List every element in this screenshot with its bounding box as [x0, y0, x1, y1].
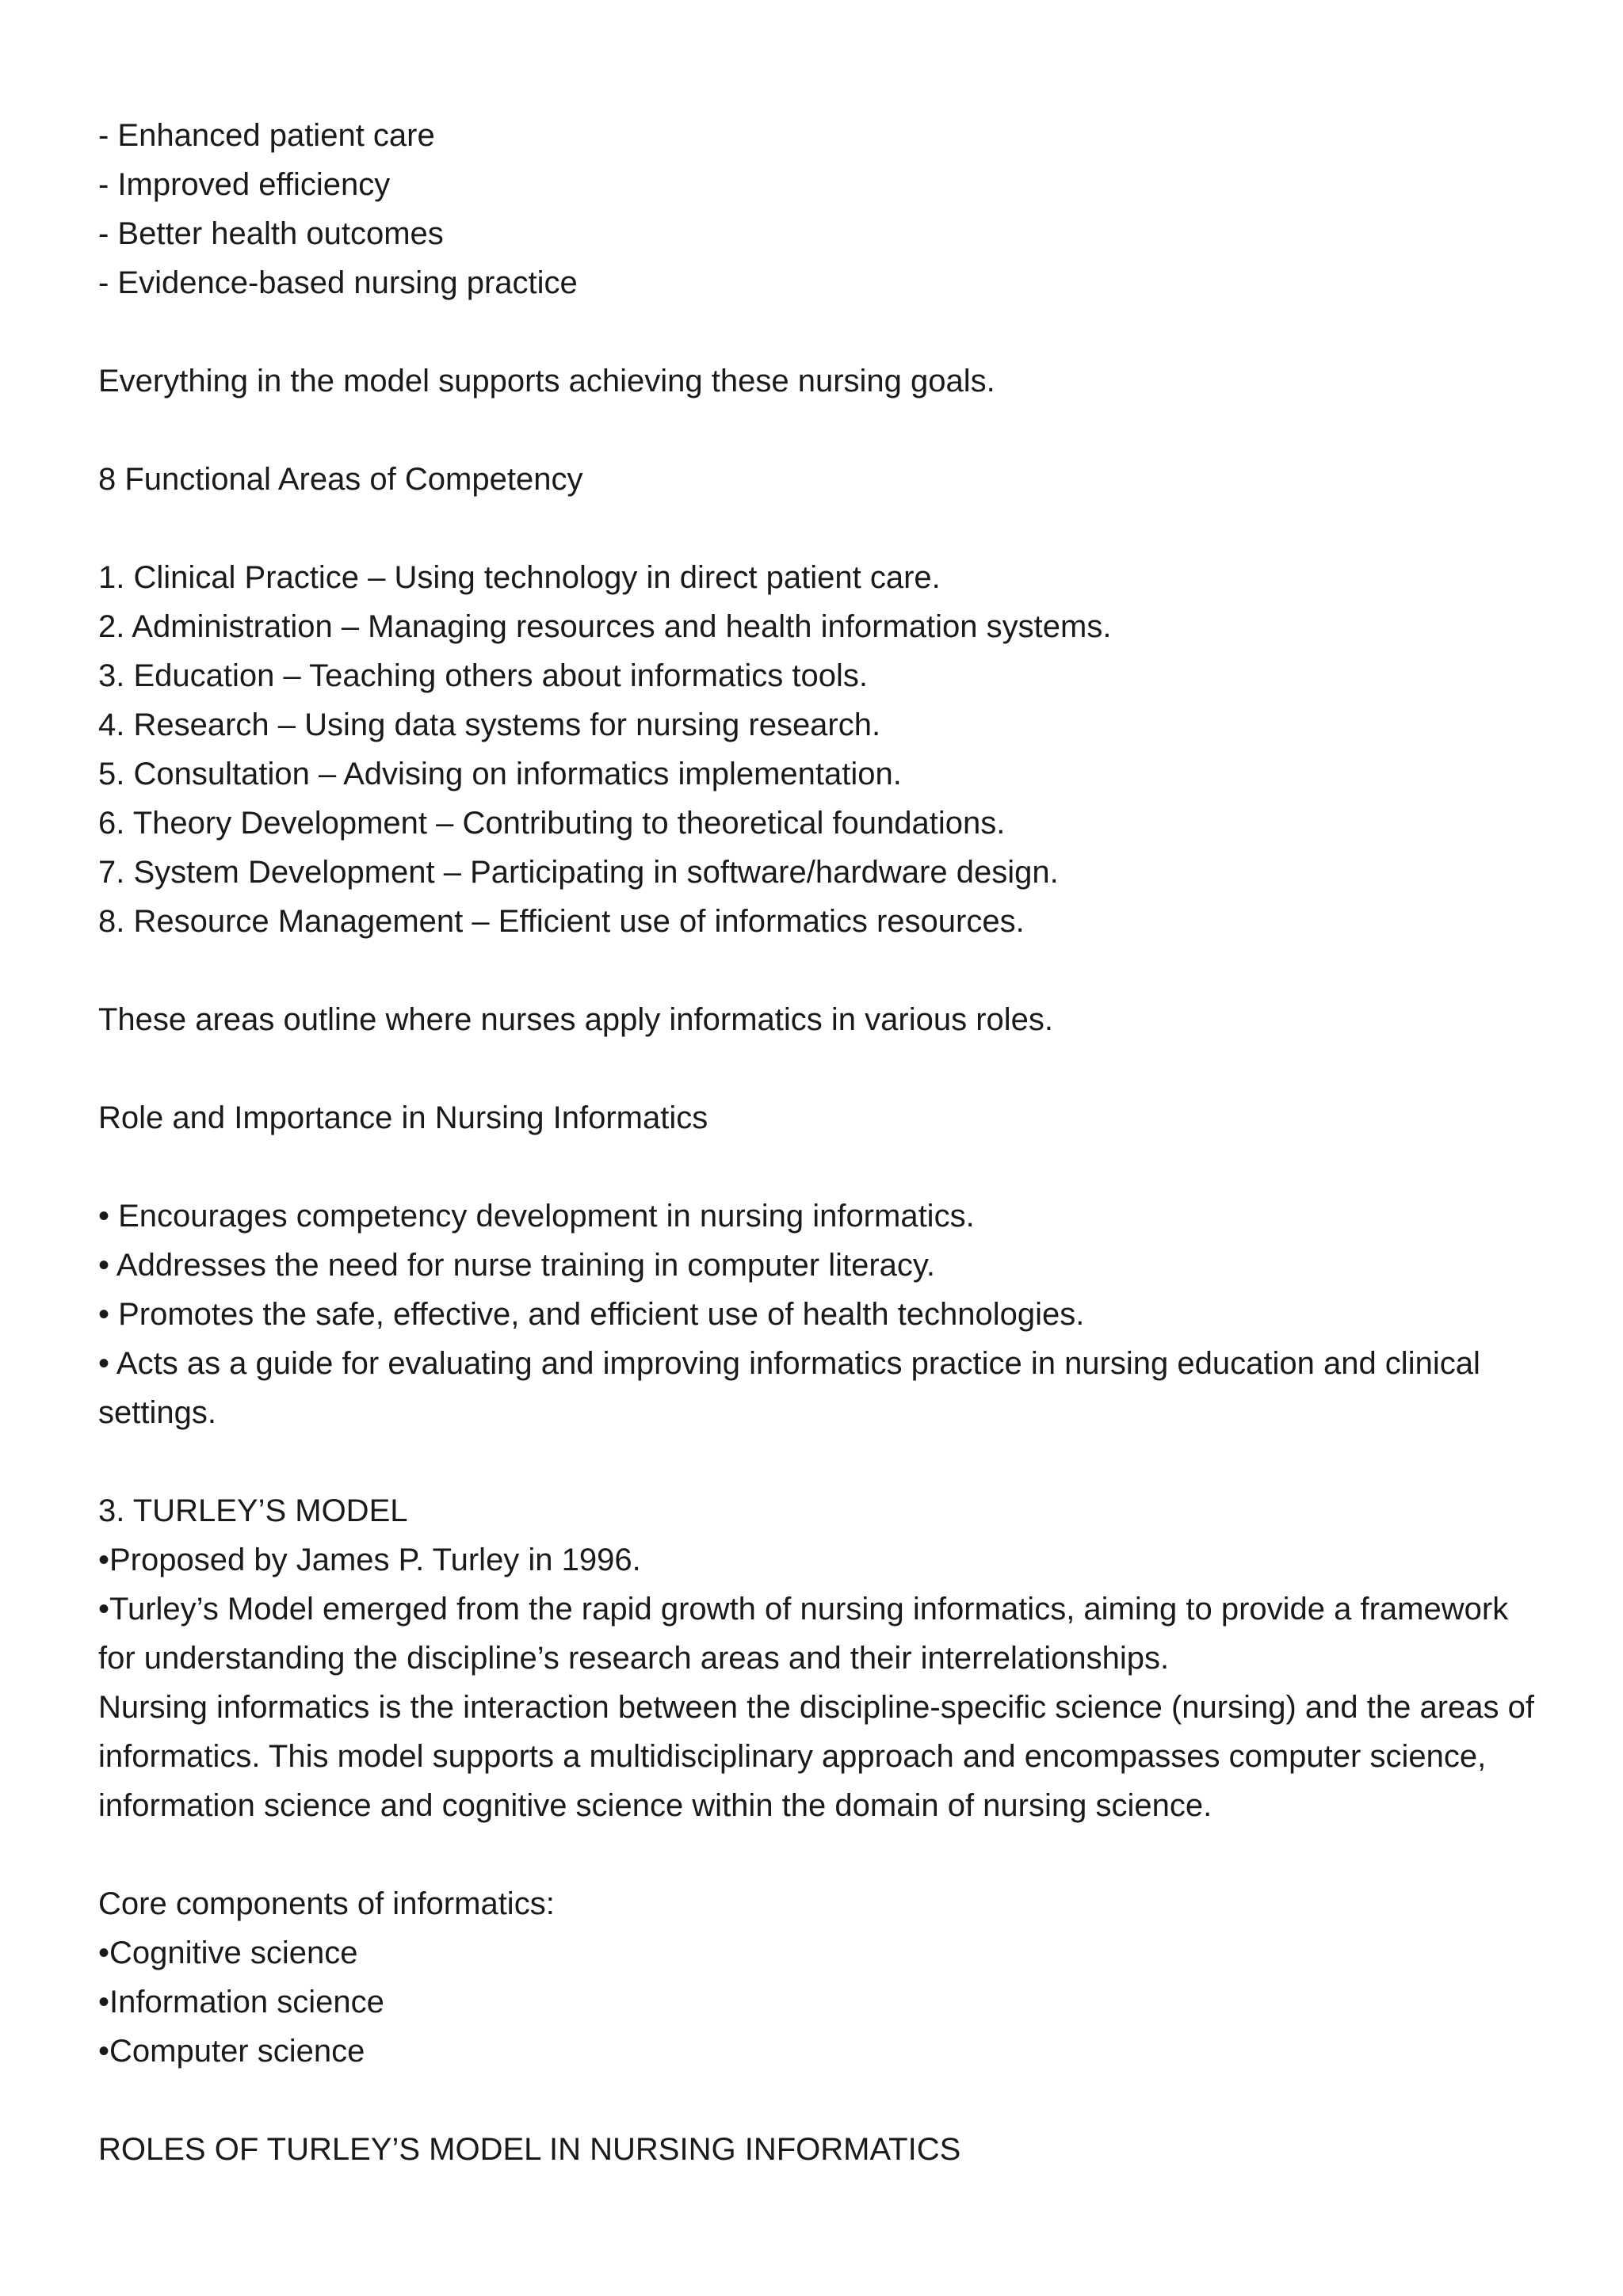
- core-item: •Information science: [98, 1985, 384, 2019]
- functional-area-item: 8. Resource Management – Efficient use of informatics resources.: [98, 904, 1025, 939]
- outcome-item: - Evidence-based nursing practice: [98, 265, 578, 300]
- turley-paragraph: Nursing informatics is the interaction between the discipline-specific science (nursing) and the areas of informatics. This model supports a multidisciplinary approach and encompasses computer science, information science and cognitive science within the domain of nursing science.: [98, 1690, 1535, 1823]
- core-item: •Cognitive science: [98, 1936, 358, 1970]
- outcome-item: - Better health outcomes: [98, 216, 444, 251]
- functional-areas-summary: These areas outline where nurses apply informatics in various roles.: [98, 1002, 1054, 1037]
- role-item: • Addresses the need for nurse training in computer literacy.: [98, 1248, 936, 1283]
- role-heading: Role and Importance in Nursing Informatics: [98, 1100, 708, 1135]
- role-item: • Promotes the safe, effective, and efficient use of health technologies.: [98, 1297, 1085, 1332]
- spacer: [98, 1437, 1541, 1486]
- spacer: [98, 1142, 1541, 1192]
- spacer: [98, 307, 1541, 357]
- spacer: [98, 2076, 1541, 2125]
- functional-area-item: 5. Consultation – Advising on informatics implementation.: [98, 757, 902, 791]
- turley-item: •Turley’s Model emerged from the rapid growth of nursing informatics, aiming to provide a framework for understanding the discipline’s research areas and their interrelationships.: [98, 1592, 1509, 1676]
- spacer: [98, 1044, 1541, 1093]
- core-item: •Computer science: [98, 2034, 365, 2069]
- functional-area-item: 6. Theory Development – Contributing to theoretical foundations.: [98, 806, 1006, 841]
- spacer: [98, 406, 1541, 455]
- spacer: [98, 946, 1541, 995]
- turley-item: •Proposed by James P. Turley in 1996.: [98, 1543, 641, 1577]
- outcome-item: - Improved efficiency: [98, 167, 391, 202]
- turley-heading: 3. TURLEY’S MODEL: [98, 1493, 408, 1528]
- role-item: • Acts as a guide for evaluating and improving informatics practice in nursing education and clinical settings.: [98, 1346, 1480, 1430]
- functional-area-item: 4. Research – Using data systems for nursing research.: [98, 707, 881, 742]
- functional-areas-heading: 8 Functional Areas of Competency: [98, 462, 583, 497]
- spacer: [98, 1830, 1541, 1879]
- outcomes-summary: Everything in the model supports achieving these nursing goals.: [98, 364, 995, 399]
- functional-area-item: 1. Clinical Practice – Using technology in direct patient care.: [98, 560, 941, 595]
- roles-heading: ROLES OF TURLEY’S MODEL IN NURSING INFORMATICS: [98, 2132, 961, 2167]
- functional-area-item: 2. Administration – Managing resources and health information systems.: [98, 609, 1112, 644]
- outcome-item: - Enhanced patient care: [98, 118, 435, 153]
- functional-area-item: 7. System Development – Participating in software/hardware design.: [98, 855, 1059, 890]
- functional-area-item: 3. Education – Teaching others about informatics tools.: [98, 658, 868, 693]
- spacer: [98, 504, 1541, 553]
- role-item: • Encourages competency development in nursing informatics.: [98, 1199, 975, 1234]
- document-body: [98, 111, 1541, 2174]
- core-heading: Core components of informatics:: [98, 1886, 555, 1921]
